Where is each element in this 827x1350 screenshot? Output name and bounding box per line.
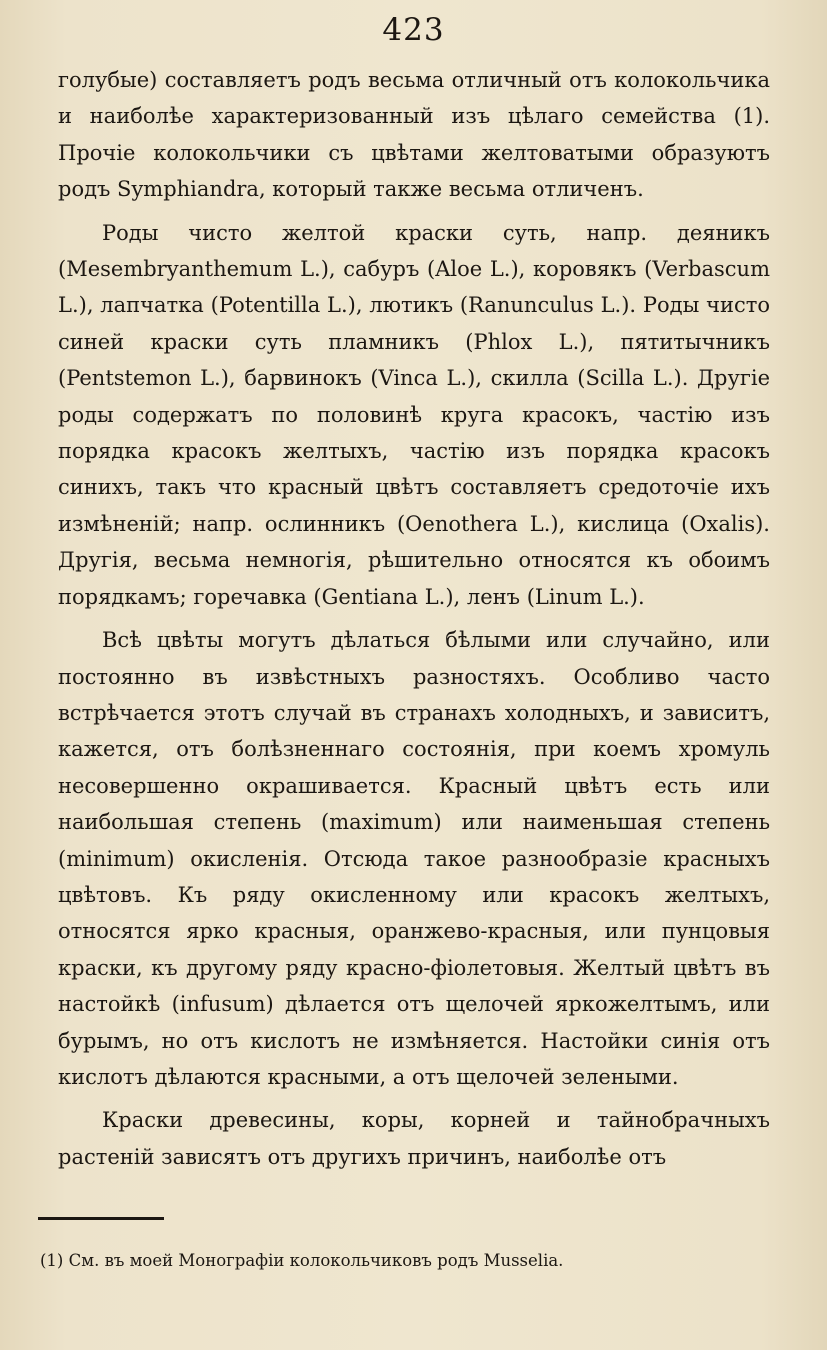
paragraph-3: Всѣ цвѣты могутъ дѣлаться бѣлыми или случайно, или постоянно въ извѣстныхъ разностяхъ. Особливо часто встрѣчается этотъ случай въ странахъ холодныхъ, и зависитъ, кажется, отъ болѣзненнаго состоянія, при коемъ хромуль несовершенно окрашивается. Красный цвѣтъ есть или наибольшая степень (maximum) или наименьшая степень (minimum) окисленія. Отсюда такое разнообразіе красныхъ цвѣтовъ. Къ ряду окисленному или красокъ желтыхъ, относятся ярко красныя, оранжево-красныя, или пунцовыя краски, къ другому ряду красно-фіолетовыя. Желтый цвѣтъ въ настойкѣ (infusum) дѣлается отъ щелочей яркожелтымъ, или бурымъ, но отъ кислотъ не измѣняется. Настойки синія отъ кислотъ дѣлаются красными, а отъ щелочей зелеными.: [58, 628, 770, 1089]
paragraph-1: голубые) составляетъ родъ весьма отличный отъ колокольчика и наиболѣе характеризованный изъ цѣлаго семейства (1). Прочіе колокольчики съ цвѣтами желтоватыми образуютъ родъ Symphiandra, который также весьма отличенъ.: [58, 68, 770, 202]
page-number: 423: [382, 12, 445, 48]
footnote: (1) См. въ моей Монографіи колокольчиковъ родъ Musselia.: [40, 1251, 564, 1270]
paragraph-4: Краски древесины, коры, корней и тайнобрачныхъ растеній зависятъ отъ другихъ причинъ, наиболѣе отъ: [58, 1108, 770, 1169]
footnote-divider: [38, 1217, 164, 1220]
body-text: [58, 62, 770, 1175]
paragraph-2: Роды чисто желтой краски суть, напр. деяникъ (Mesembryanthemum L.), сабуръ (Aloe L.), коровякъ (Verbascum L.), лапчатка (Potentilla L.), лютикъ (Ranunculus L.). Роды чисто синей краски суть пламникъ (Phlox L.), пятитычникъ (Pentstemon L.), барвинокъ (Vinca L.), скилла (Scilla L.). Другіе роды содержатъ по половинѣ круга красокъ, частію изъ порядка красокъ желтыхъ, частію изъ порядка красокъ синихъ, такъ что красный цвѣтъ составляетъ средоточіе ихъ измѣненій; напр. ослинникъ (Oenothera L.), кислица (Oxalis). Другія, весьма немногія, рѣшительно относятся къ обоимъ порядкамъ; горечавка (Gentiana L.), ленъ (Linum L.).: [58, 220, 770, 609]
